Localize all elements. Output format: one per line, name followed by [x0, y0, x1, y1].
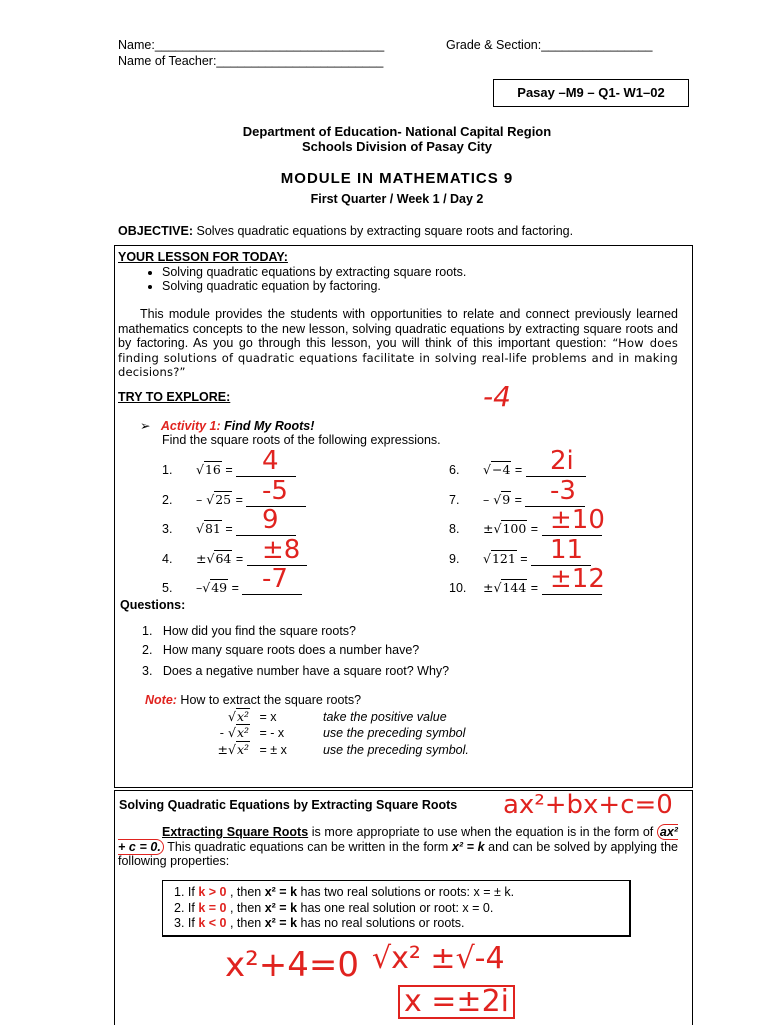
section2-heading: Solving Quadratic Equations by Extracting Square Roots: [119, 798, 458, 812]
item-number: 6.: [449, 463, 460, 477]
item-expression: √−4: [483, 462, 511, 477]
note-row-1: √x² = x take the positive value: [227, 709, 447, 724]
handwritten-answer-boxed: [398, 985, 515, 1019]
section2-text3: and can be solved by applying the following properties:: [118, 839, 678, 868]
property-number: 1. If: [174, 885, 199, 899]
handwritten-answer: -7: [262, 564, 288, 594]
department-title: Department of Education- National Capital Region: [242, 124, 552, 139]
item-expression: – √9: [483, 491, 511, 507]
root-item: 5. –√49 =: [162, 580, 302, 595]
lesson-bullet: • Solving quadratic equation by factoring.: [162, 279, 678, 293]
note-desc: use the preceding symbol: [322, 726, 466, 740]
note-text: How to extract the square roots?: [176, 693, 362, 707]
activity-title: [140, 418, 314, 433]
handwritten-answer: ±10: [550, 505, 605, 535]
property-then: , then: [226, 916, 265, 930]
note-rhs: = - x: [259, 726, 285, 740]
item-expression: √16: [196, 462, 221, 477]
property-condition: k < 0: [198, 916, 227, 930]
item-expression: √81: [196, 521, 221, 536]
item-prefix: ±: [483, 580, 494, 595]
item-expression: – √25: [196, 491, 232, 507]
property-result: has two real solutions or roots: x = ± k.: [297, 885, 515, 899]
section2-paragraph: [118, 825, 678, 869]
teacher-field: Name of Teacher:________________________: [118, 54, 384, 68]
lesson-bullets: [118, 265, 678, 293]
handwritten-equation-2: √x² ±√-4: [372, 941, 505, 976]
handwritten-answer: ±8: [262, 534, 301, 565]
objective-label: OBJECTIVE:: [118, 224, 194, 238]
item-number: 3.: [162, 522, 173, 536]
note-row-3: ±√x² = ± x use the preceding symbol.: [217, 742, 469, 757]
property-row: [174, 916, 464, 930]
item-radicand: 100: [502, 521, 527, 536]
item-prefix: ±: [196, 550, 207, 566]
handwritten-answer: 4: [262, 446, 279, 476]
lesson-paragraph: [118, 307, 678, 380]
note-row-2: - √x² = - x use the preceding symbol: [219, 725, 466, 740]
question-text: How did you find the square roots?: [162, 624, 357, 638]
root-item: 4. ±√64 =: [162, 551, 307, 566]
item-prefix: ±: [483, 521, 494, 536]
question-text: How many square roots does a number have?: [162, 643, 420, 657]
form2: x² = k: [451, 839, 485, 854]
item-expression: √121: [483, 550, 516, 566]
property-then: , then: [226, 900, 265, 915]
quarter-title: First Quarter / Week 1 / Day 2: [310, 192, 484, 206]
item-radicand: −4: [491, 462, 511, 477]
root-item: 10. ±√144 =: [449, 580, 602, 595]
handwritten-margin-note: -4: [483, 380, 511, 413]
lesson-para-text: This module provides the students with opportunities to relate and connect previously learned mathematics concepts to the new lesson, solving quadratic equations by extracting square roots and by factoring. As you go through this lesson, you will think of this important question:: [118, 307, 678, 350]
handwritten-answer: 2i: [550, 446, 574, 476]
item-prefix: –: [483, 491, 494, 507]
root-item: 6. √−4 =: [449, 462, 586, 477]
item-radicand: 81: [204, 521, 221, 536]
question-2: 2. How many square roots does a number have?: [142, 643, 420, 657]
item-number: 7.: [449, 492, 460, 507]
item-radicand: 49: [211, 580, 228, 595]
objective-text: Solves quadratic equations by extracting square roots and factoring.: [193, 224, 574, 238]
lesson-question: “How does finding solutions of quadratic equations facilitate in solving real-life problems and in making decisions?”: [118, 336, 679, 379]
lesson-heading: YOUR LESSON FOR TODAY:: [118, 250, 288, 264]
note-desc: take the positive value: [322, 710, 447, 724]
property-equation: x² = k: [264, 900, 298, 915]
handwritten-equation-1: x²+4=0: [225, 945, 359, 985]
handwritten-answer: 9: [262, 505, 279, 535]
item-radicand: 121: [491, 550, 516, 566]
question-3: 3. Does a negative number have a square root? Why?: [142, 664, 450, 678]
activity-name: Find My Roots!: [220, 419, 315, 433]
section2-text1: is more appropriate to use when the equation is in the form of: [308, 825, 657, 839]
item-radicand: 64: [215, 550, 232, 566]
property-row: [174, 901, 493, 915]
item-radicand: 16: [204, 462, 221, 477]
property-number: 3. If: [174, 916, 199, 930]
item-expression: ±√100: [483, 521, 527, 536]
item-number: 10.: [449, 581, 467, 595]
objective: [118, 224, 573, 238]
item-number: 2.: [162, 492, 173, 507]
item-number: 4.: [162, 551, 173, 566]
root-item: 9. √121 =: [449, 551, 591, 566]
activity-label: Activity 1:: [160, 419, 221, 433]
item-radicand: 25: [215, 491, 232, 507]
item-number: 5.: [162, 581, 173, 595]
item-radicand: 144: [502, 580, 527, 595]
handwritten-general-form: ax²+bx+c=0: [503, 790, 673, 820]
section2-term: Extracting Square Roots: [162, 825, 309, 839]
item-expression: ±√64: [196, 550, 232, 566]
note: [145, 693, 361, 707]
item-number: 9.: [449, 551, 460, 566]
note-prefix: -: [219, 725, 228, 740]
note-prefix: ±: [217, 742, 228, 757]
property-equation: x² = k: [264, 916, 298, 930]
name-field: Name:_________________________________: [118, 38, 385, 52]
property-then: , then: [226, 885, 265, 899]
note-rhs: = ± x: [259, 743, 287, 757]
root-item: 1. √16 =: [162, 462, 296, 477]
question-text: Does a negative number have a square root? Why?: [162, 664, 450, 678]
module-title: MODULE IN MATHEMATICS 9: [280, 170, 514, 187]
module-code-box: [493, 79, 689, 107]
handwritten-answer: -3: [550, 475, 576, 506]
item-number: 8.: [449, 522, 460, 536]
note-desc: use the preceding symbol.: [322, 743, 469, 757]
section2-text2: This quadratic equations can be written in the form: [163, 839, 452, 854]
property-result: has one real solution or root: x = 0.: [297, 900, 494, 915]
form1-circled: ax² + c = 0.: [118, 825, 678, 854]
division-title: Schools Division of Pasay City: [302, 139, 492, 154]
grade-section-field: Grade & Section:________________: [446, 38, 653, 52]
property-equation: x² = k: [264, 885, 298, 899]
root-item: 2. – √25 =: [162, 492, 306, 507]
arrow-bullet-icon: ➢: [140, 419, 151, 433]
property-condition: k = 0: [198, 900, 227, 915]
item-expression: ±√144: [483, 580, 527, 595]
handwritten-answer: 11: [550, 534, 584, 565]
item-expression: –√49: [196, 580, 228, 595]
handwritten-answer: ±12: [550, 564, 605, 594]
item-prefix: –: [196, 580, 203, 595]
question-1: 1. How did you find the square roots?: [142, 624, 357, 638]
questions-heading: Questions:: [120, 598, 186, 612]
module-code: Pasay –M9 – Q1- W1–02: [517, 85, 665, 100]
root-item: 7. – √9 =: [449, 492, 585, 507]
item-prefix: –: [196, 491, 207, 507]
handwritten-answer: -5: [262, 475, 288, 506]
note-rhs: = x: [259, 710, 277, 724]
item-radicand: 9: [502, 491, 511, 507]
property-row: [174, 885, 514, 899]
property-number: 2. If: [174, 900, 199, 915]
root-item: 8. ±√100 =: [449, 521, 602, 536]
property-condition: k > 0: [198, 885, 227, 899]
try-to-explore: TRY TO EXPLORE:: [118, 390, 231, 404]
handwritten-answer: x =±2i: [404, 984, 509, 1019]
lesson-bullet: • Solving quadratic equations by extracting square roots.: [162, 265, 678, 279]
property-result: has no real solutions or roots.: [297, 916, 465, 930]
note-label: Note:: [145, 693, 177, 707]
item-number: 1.: [162, 463, 173, 477]
root-item: 3. √81 =: [162, 521, 296, 536]
activity-instructions: Find the square roots of the following expressions.: [162, 433, 441, 447]
